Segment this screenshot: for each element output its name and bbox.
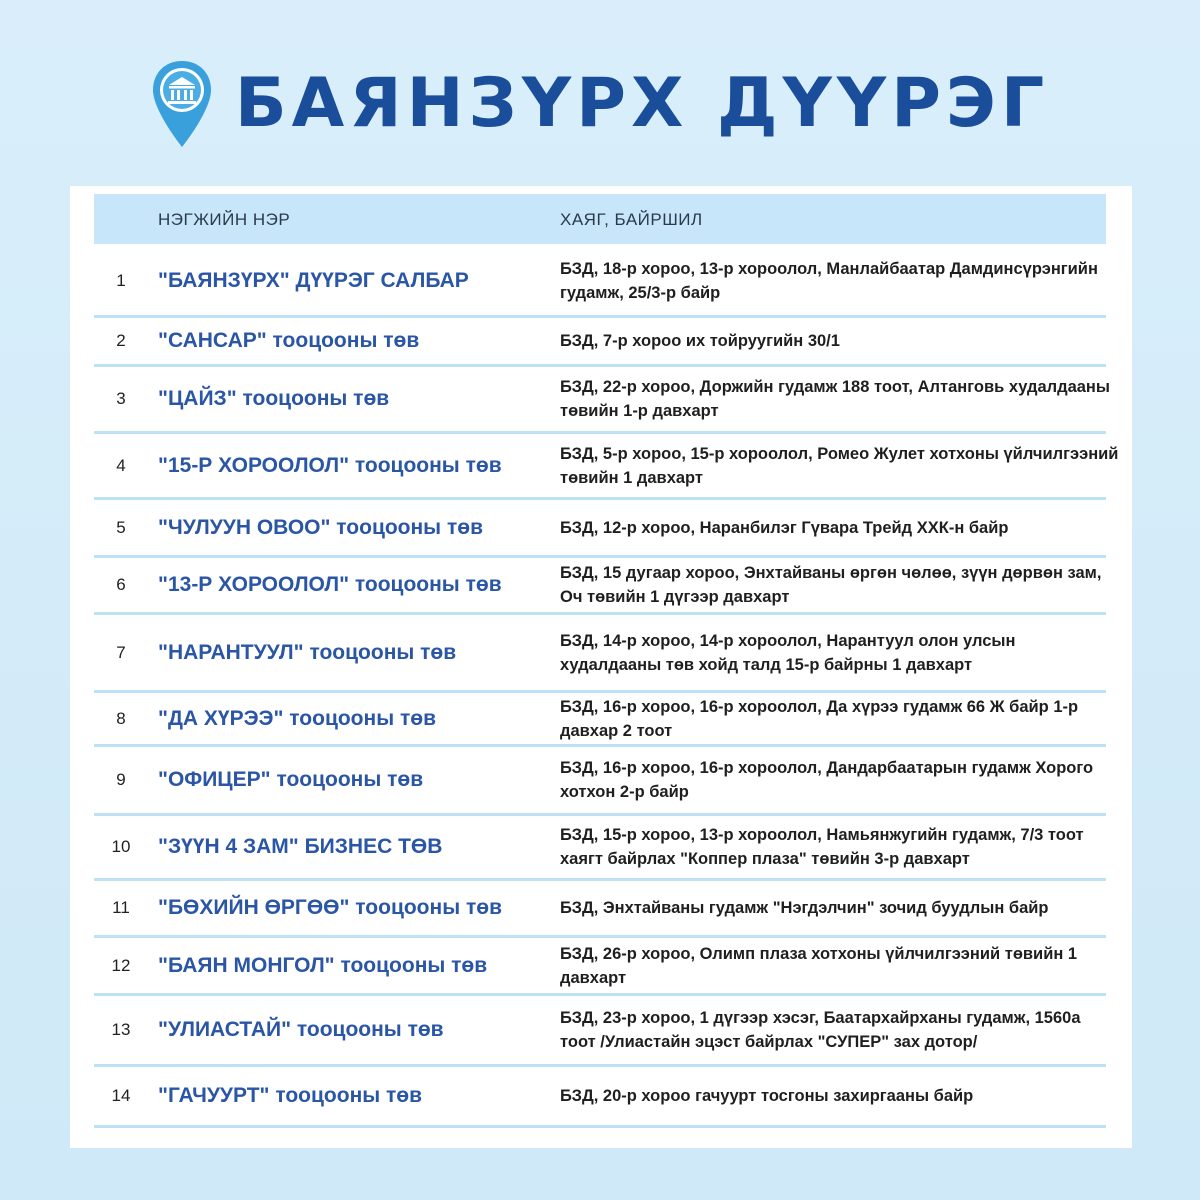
row-number: 9 — [116, 770, 126, 789]
branch-table — [70, 186, 1132, 1148]
row-number: 14 — [111, 1086, 131, 1105]
table-row — [94, 938, 1106, 996]
table-row — [94, 693, 1106, 747]
table-row — [94, 816, 1106, 881]
branch-address: БЗД, 15 дугаар хороо, Энхтайваны өргөн чөлөө, зүүн дөрвөн зам, Оч төвийн 1 дүгээр давхарт — [560, 564, 1102, 606]
table-header — [94, 194, 1106, 244]
table-row — [94, 558, 1106, 615]
branch-address: БЗД, 26-р хороо, Олимп плаза хотхоны үйлчилгээний төвийн 1 давхарт — [560, 944, 1078, 987]
branch-address: БЗД, 5-р хороо, 15-р хороолол, Ромео Жулет хотхоны үйлчилгээний төвийн 1 давхарт — [560, 444, 1119, 487]
bank-location-pin-icon — [151, 59, 213, 149]
table-row — [94, 246, 1106, 318]
page-header — [0, 48, 1200, 158]
branch-address: БЗД, 7-р хороо их тойруугийн 30/1 — [560, 332, 840, 350]
branch-address: БЗД, 22-р хороо, Доржийн гудамж 188 тоот, Алтанговь худалдааны төвийн 1-р давхарт — [560, 378, 1110, 420]
row-number: 7 — [116, 642, 126, 662]
table-row — [94, 881, 1106, 938]
branch-name: "УЛИАСТАЙ" тооцооны төв — [158, 1018, 444, 1041]
row-number: 4 — [116, 455, 126, 475]
row-number: 8 — [116, 708, 126, 728]
branch-address: БЗД, 14-р хороо, 14-р хороолол, Нарантуул олон улсын худалдааны төв хойд талд 15-р байрны 1 давхарт — [560, 631, 1016, 674]
branch-name: "ЦАЙЗ" тооцооны төв — [158, 387, 390, 410]
page-title: БАЯНЗҮРХ ДҮҮРЭГ — [234, 63, 1050, 143]
branch-address: БЗД, 15-р хороо, 13-р хороолол, Намьянжугийн гудамж, 7/3 тоот хаягт байрлах "Коппер плаза" төвийн 3-р давхарт — [560, 826, 1084, 868]
table-row — [94, 318, 1106, 367]
row-number: 6 — [116, 575, 126, 594]
branch-address: БЗД, 18-р хороо, 13-р хороолол, Манлайбаатар Дамдинсүрэнгийн гудамж, 25/3-р байр — [560, 259, 1098, 302]
row-number: 2 — [116, 331, 126, 350]
branch-address: БЗД, 12-р хороо, Наранбилэг Гүвара Трейд ХХК-н байр — [560, 518, 1009, 537]
branch-name: "НАРАНТУУЛ" тооцооны төв — [158, 640, 457, 664]
row-number: 11 — [112, 898, 130, 917]
branch-name: "ГАЧУУРТ" тооцооны төв — [158, 1084, 423, 1107]
branch-name: "ЗҮҮН 4 ЗАМ" БИЗНЕС ТӨВ — [158, 835, 443, 858]
column-header-name: НЭГЖИЙН НЭР — [158, 210, 291, 229]
table-row — [94, 500, 1106, 558]
branch-name: "БАЯНЗҮРХ" ДҮҮРЭГ САЛБАР — [158, 268, 469, 292]
branch-name: "15-Р ХОРООЛОЛ" тооцооны төв — [158, 453, 502, 477]
table-row — [94, 747, 1106, 816]
table-row — [94, 615, 1106, 693]
row-number: 3 — [116, 389, 126, 408]
row-number: 1 — [116, 270, 126, 290]
row-number: 13 — [111, 1020, 131, 1039]
branch-name: "САНСАР" тооцооны төв — [158, 329, 420, 352]
branch-address: БЗД, 20-р хороо гачуурт тосгоны захиргааны байр — [560, 1087, 974, 1105]
column-header-address: ХАЯГ, БАЙРШИЛ — [560, 210, 703, 229]
branch-name: "БӨХИЙН ӨРГӨӨ" тооцооны төв — [158, 896, 502, 919]
branch-address: БЗД, Энхтайваны гудамж "Нэгдэлчин" зочид буудлын байр — [560, 899, 1049, 917]
table-row — [94, 367, 1110, 434]
branch-address: БЗД, 16-р хороо, 16-р хороолол, Да хүрээ гудамж 66 Ж байр 1-р давхар 2 тоот — [560, 697, 1079, 740]
table-row — [94, 996, 1106, 1067]
branch-name: "ДА ХҮРЭЭ" тооцооны төв — [158, 706, 436, 730]
branch-address: БЗД, 16-р хороо, 16-р хороолол, Дандарбаатарын гудамж Хорого хотхон 2-р байр — [560, 759, 1094, 801]
row-number: 5 — [116, 517, 126, 537]
table-row — [94, 1067, 1106, 1128]
table-row — [94, 434, 1119, 500]
branch-name: "13-Р ХОРООЛОЛ" тооцооны төв — [158, 573, 502, 596]
row-number: 10 — [111, 837, 131, 856]
branch-name: "БАЯН МОНГОЛ" тооцооны төв — [158, 953, 488, 977]
branch-name: "ОФИЦЕР" тооцооны төв — [158, 768, 424, 791]
branch-name: "ЧУЛУУН ОВОО" тооцооны төв — [158, 515, 483, 539]
branch-address: БЗД, 23-р хороо, 1 дүгээр хэсэг, Баатархайрханы гудамж, 1560а тоот /Улиастайн эцэст байрлах "СУПЕР" зах дотор/ — [560, 1009, 1081, 1051]
row-number: 12 — [111, 955, 131, 975]
